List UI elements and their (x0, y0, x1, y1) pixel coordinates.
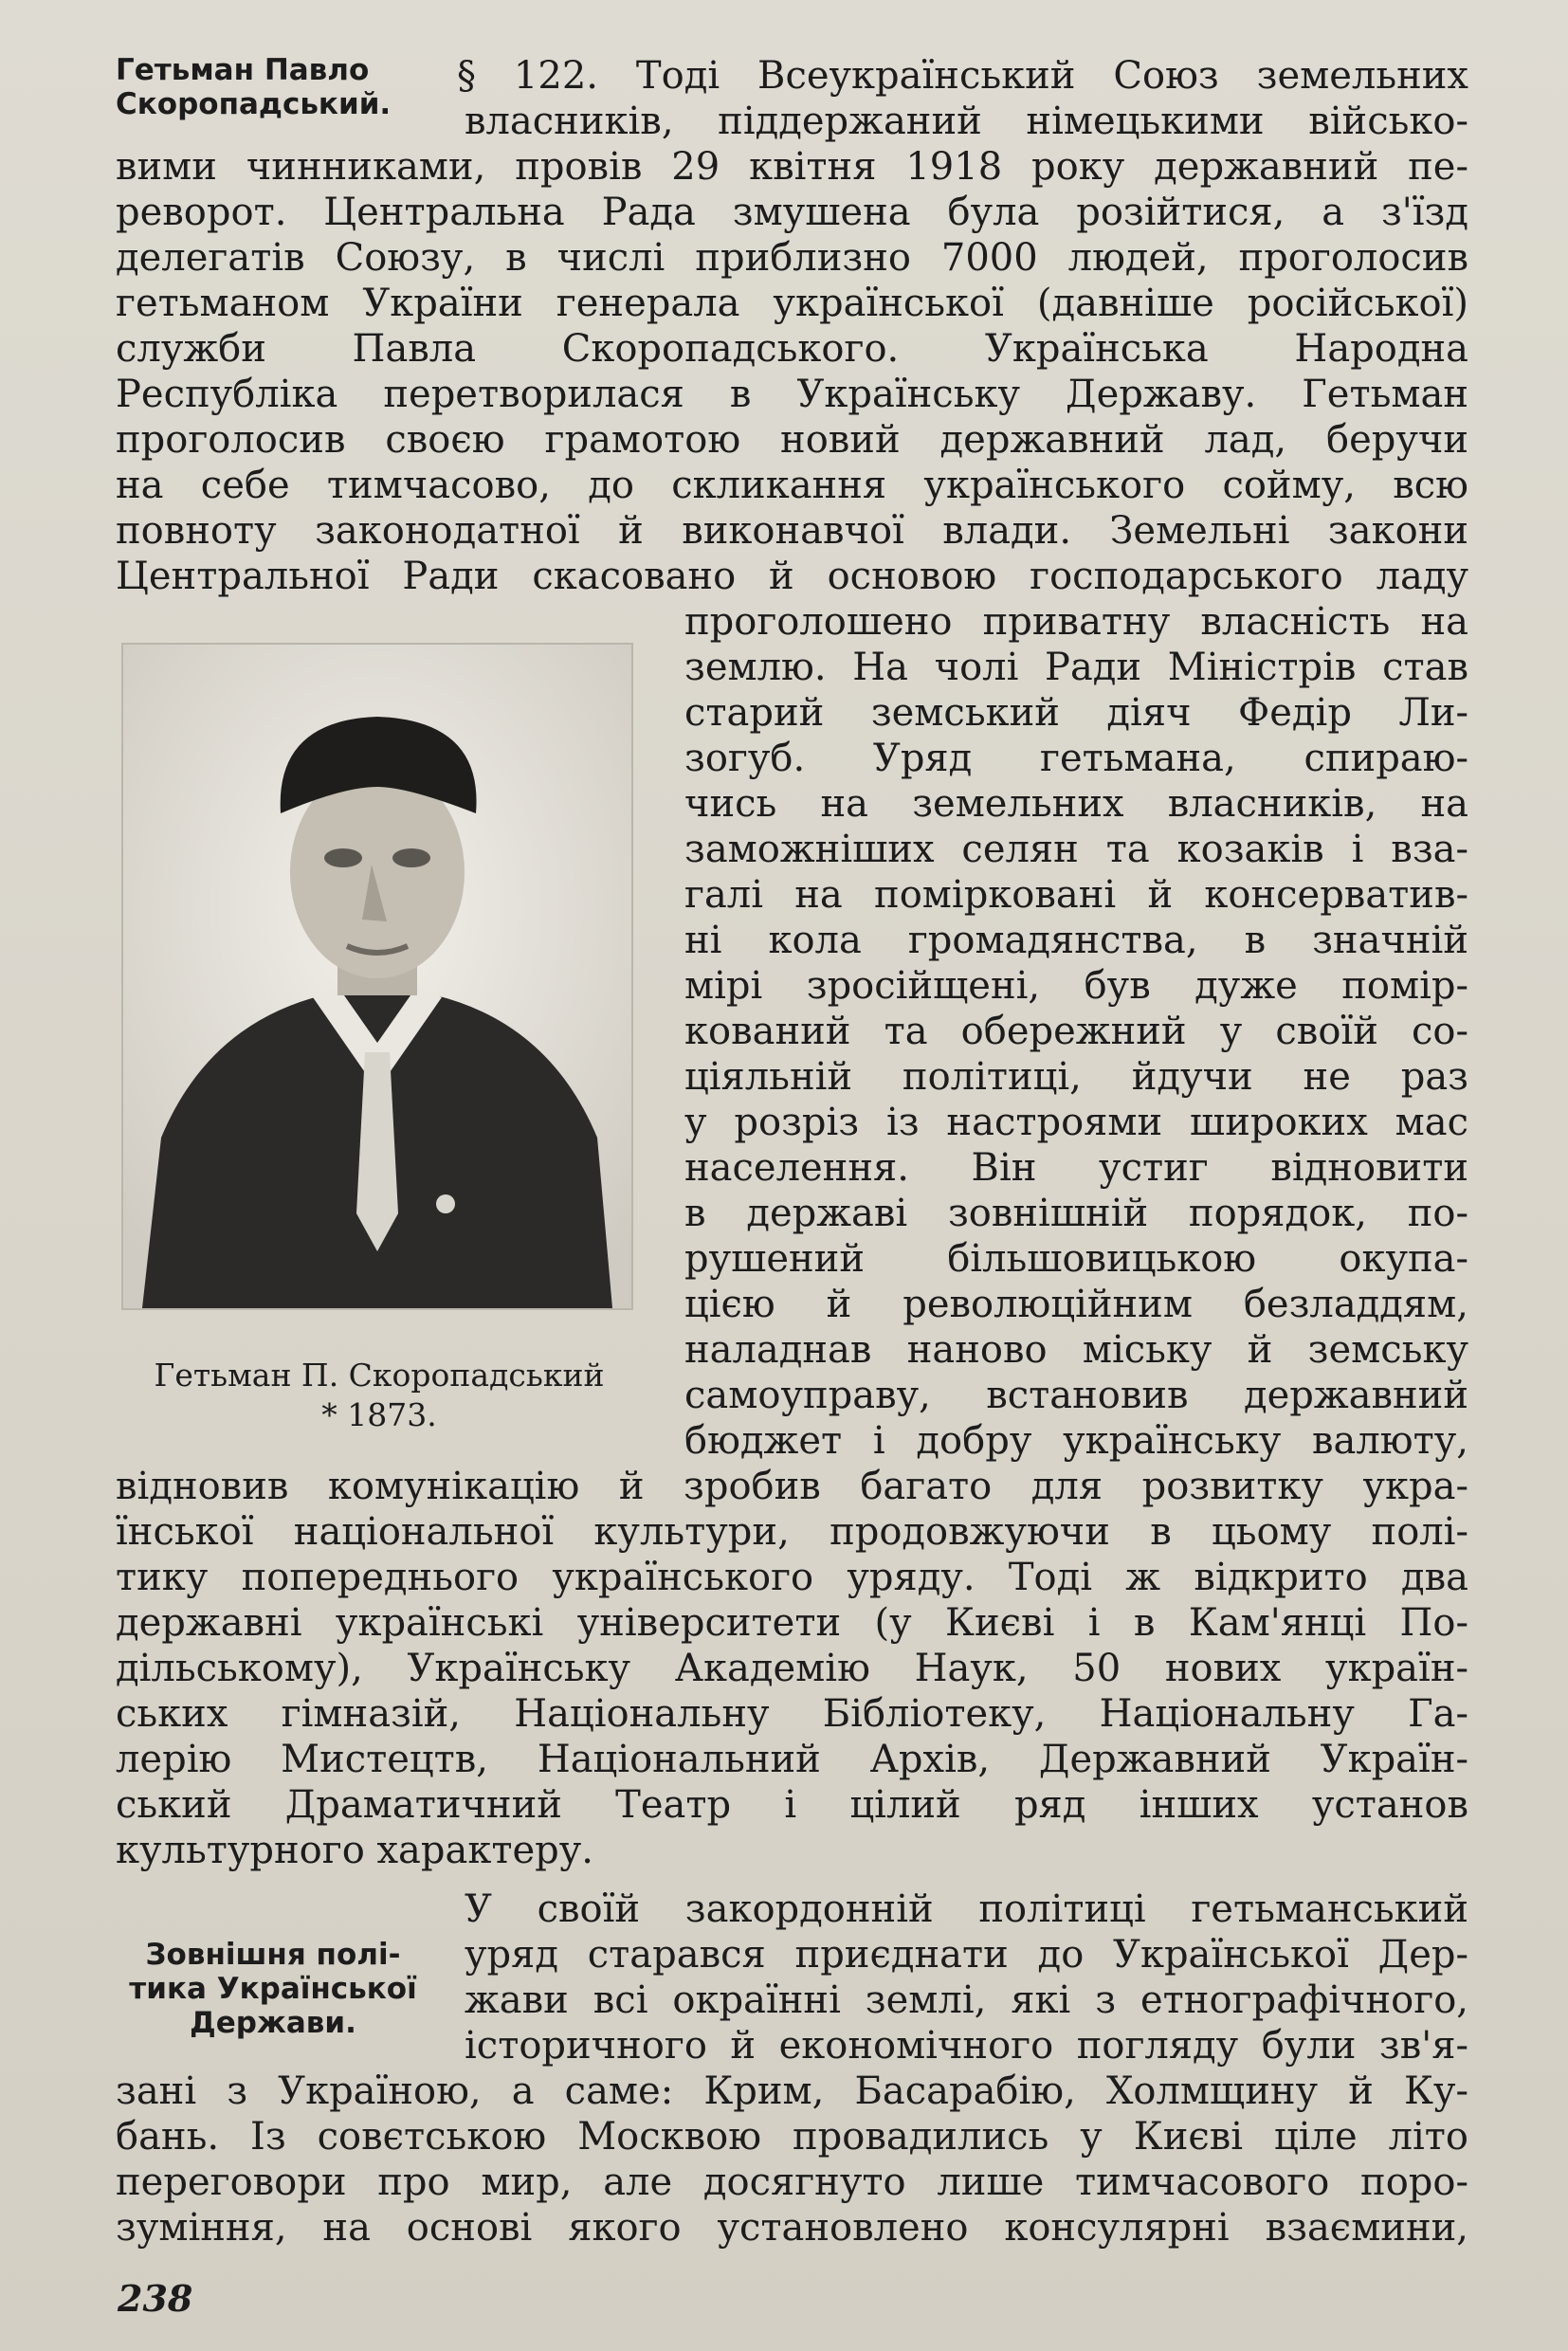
text-line: вими чинниками, провів 29 квітня 1918 року державний пе- (116, 145, 1468, 189)
text-line: на себе тимчасово, до скликання українського сойму, всю (116, 464, 1468, 507)
text-line: зуміння, на основі якого установлено консулярні взаємини, (116, 2206, 1468, 2250)
text-line: самоуправу, встановив державний (684, 1374, 1468, 1417)
text-line: тику попереднього українського уряду. Тоді ж відкрито два (116, 1556, 1468, 1599)
text-line: чись на земельних власників, на (684, 782, 1468, 826)
text-line: повноту законодатної й виконавчої влади. Земельні закони (116, 509, 1468, 553)
text-line: ціяльній політиці, йдучи не раз (684, 1055, 1468, 1099)
text-line: реворот. Центральна Рада змушена була розійтися, а з'їзд (116, 191, 1468, 234)
text-line: цією й революційним безладдям, (684, 1283, 1468, 1326)
text-line: історичного й економічного погляду були зв'я- (465, 2024, 1468, 2068)
text-line: мірі зросійщені, був дуже помір- (684, 964, 1468, 1008)
text-line: дільському), Українську Академію Наук, 50 нових україн- (116, 1647, 1468, 1690)
margin-note-foreign-policy (112, 1938, 434, 2040)
text-line: галі на помірковані й консерватив- (684, 873, 1468, 917)
caption-line: * 1873. (321, 1396, 437, 1433)
text-line: населення. Він устиг відновити (684, 1146, 1468, 1190)
text-line: землю. На чолі Ради Міністрів став (684, 646, 1468, 689)
margin-note-line: Держави. (190, 2006, 356, 2040)
text-line: рушений більшовицькою окупа- (684, 1237, 1468, 1281)
page-number: 238 (118, 2277, 193, 2320)
text-line: старий земський діяч Федір Ли- (684, 691, 1468, 735)
text-line: в державі зовнішній порядок, по- (684, 1192, 1468, 1235)
text-line: зогуб. Уряд гетьмана, спираю- (684, 737, 1468, 780)
text-line: заможніших селян та козаків і вза- (684, 828, 1468, 871)
caption-line: Гетьман П. Скоропадський (154, 1357, 605, 1394)
text-line: служби Павла Скоропадського. Українська Народна (116, 327, 1468, 371)
margin-note-line: Гетьман Павло (116, 53, 370, 87)
text-line: делегатів Союзу, в числі приблизно 7000 людей, проголосив (116, 236, 1468, 280)
text-line: зані з Україною, а саме: Крим, Басарабію, Холмщину й Ку- (116, 2069, 1468, 2113)
text-line: лерію Мистецтв, Національний Архів, Державний Україн- (116, 1738, 1468, 1781)
text-line: бань. Із совєтською Москвою провадились у Києві ціле літо (116, 2115, 1468, 2159)
portrait-image (123, 645, 631, 1308)
margin-note-hetman (116, 53, 438, 121)
text-line: Центральної Ради скасовано й основою господарського ладу (116, 555, 1468, 598)
margin-note-line: тика Української (129, 1972, 417, 2006)
text-line: жави всі окраїнні землі, які з етнографічного, (465, 1978, 1468, 2022)
text-line: уряд старався приєднати до Української Дер- (465, 1933, 1468, 1977)
text-line: ні кола громадянства, в значній (684, 919, 1468, 962)
text-line: наладнав наново міську й земську (684, 1328, 1468, 1372)
margin-note-line: Скоропадський. (116, 87, 392, 121)
text-line: у розріз із настроями широких мас (684, 1101, 1468, 1144)
portrait-photo (121, 643, 633, 1310)
text-line: власників, піддержаний німецькими військо- (465, 100, 1468, 143)
text-line: переговори про мир, але досягнуто лише тимчасового поро- (116, 2160, 1468, 2204)
text-line: Республіка перетворилася в Українську Державу. Гетьман (116, 373, 1468, 416)
text-line: У своїй закордонній політиці гетьманський (465, 1887, 1468, 1931)
text-line: державні українські університети (у Києві і в Кам'янці По- (116, 1601, 1468, 1645)
text-line: ських гімназій, Національну Бібліотеку, Національну Га- (116, 1692, 1468, 1736)
margin-note-line: Зовнішня полі- (145, 1938, 401, 1972)
text-line: ський Драматичний Театр і цілий ряд інших установ (116, 1783, 1468, 1827)
text-line: культурного характеру. (116, 1829, 594, 1872)
text-line: кований та обережний у своїй со- (684, 1010, 1468, 1053)
text-line: проголошено приватну власність на (684, 600, 1468, 644)
text-line: їнської національної культури, продовжуючи в цьому полі- (116, 1510, 1468, 1554)
photo-caption (114, 1356, 645, 1435)
text-line: бюджет і добру українську валюту, (684, 1419, 1468, 1463)
text-line: гетьманом України генерала української (давніше російської) (116, 282, 1468, 325)
text-line: проголосив своєю грамотою новий державний лад, беручи (116, 418, 1468, 462)
text-line: § 122. Тоді Всеукраїнський Союз земельних (457, 54, 1468, 98)
text-line: відновив комунікацію й зробив багато для розвитку укра- (116, 1465, 1468, 1508)
